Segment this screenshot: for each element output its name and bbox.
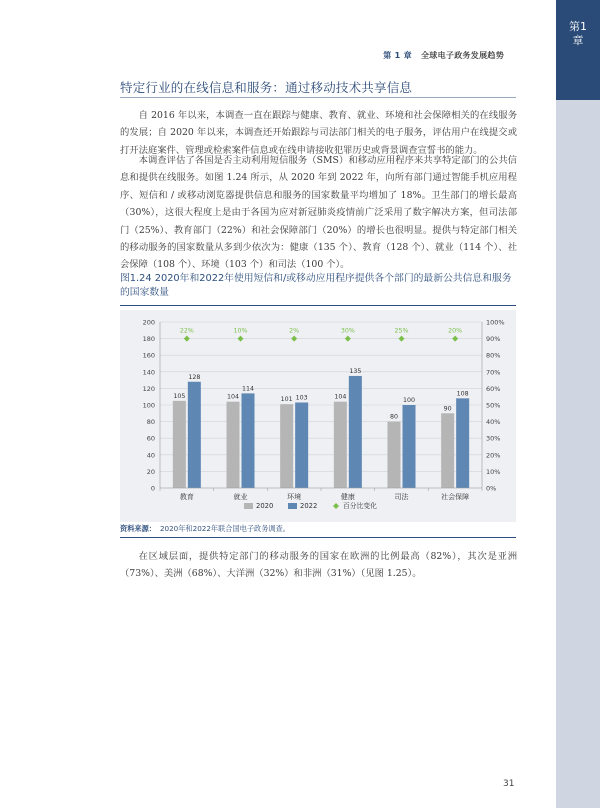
category-label: 教育 bbox=[179, 493, 194, 501]
y-tick-label: 0 bbox=[150, 484, 155, 493]
bar-2020 bbox=[173, 401, 186, 488]
y-tick-label: 200 bbox=[142, 318, 155, 327]
category-label: 健康 bbox=[340, 493, 355, 501]
figure-panel bbox=[120, 310, 516, 522]
y2-tick-label: 80% bbox=[486, 351, 501, 360]
paragraph-1: 自 2016 年以来，本调查一直在跟踪与健康、教育、就业、环境和社会保障相关的在线服务的发展；自 2020 年以来，本调查还开始跟踪与司法部门相关的电子服务，评估用户在线提交或打开法庭案件、管理或检索案件信息或在线申请接收犯罪历史或背景调查宣誓书的能力。 bbox=[120, 110, 517, 156]
bar-value-label: 114 bbox=[241, 385, 255, 393]
figure-bottom-rule bbox=[120, 537, 516, 538]
y2-tick-label: 60% bbox=[486, 384, 501, 393]
legend-label-percent-change: 百分比变化 bbox=[343, 502, 377, 510]
percent-change-marker bbox=[184, 336, 190, 342]
bar-value-label: 100 bbox=[402, 397, 416, 404]
bar-2020 bbox=[388, 422, 401, 488]
legend-label-2022: 2022 bbox=[300, 502, 318, 510]
y2-tick-label: 50% bbox=[486, 401, 501, 410]
paragraph-3: 在区域层面，提供特定部门的移动服务的国家在欧洲的比例最高（82%），其次是亚洲（73%）、美洲（68%）、大洋洲（32%）和非洲（31%）（见图 1.25）。 bbox=[120, 551, 517, 580]
chapter-side-tab bbox=[556, 0, 600, 100]
figure-top-rule bbox=[120, 305, 516, 306]
percent-change-label: 2% bbox=[289, 327, 300, 335]
y2-tick-label: 100% bbox=[486, 318, 505, 327]
source-label: 资料来源： bbox=[120, 524, 156, 533]
y2-tick-label: 70% bbox=[486, 368, 501, 377]
running-header-chapter: 第 1 章 bbox=[383, 51, 412, 60]
bar-2022 bbox=[188, 382, 201, 488]
bar-2020 bbox=[334, 402, 347, 488]
percent-change-marker bbox=[291, 336, 297, 342]
y-tick-label: 40 bbox=[146, 451, 155, 460]
chapter-tab-line1: 第1 bbox=[569, 20, 587, 33]
y-axis-left bbox=[143, 319, 160, 493]
y2-tick-label: 10% bbox=[486, 467, 501, 476]
percent-change-label: 20% bbox=[448, 327, 463, 335]
percent-change-label: 22% bbox=[179, 327, 194, 335]
y2-tick-label: 20% bbox=[486, 451, 501, 460]
y-tick-label: 160 bbox=[142, 351, 155, 360]
running-header-title: 全球电子政务发展趋势 bbox=[421, 51, 504, 60]
bar-value-label: 105 bbox=[173, 392, 186, 400]
running-header bbox=[383, 50, 504, 61]
bar-value-label: 104 bbox=[334, 393, 347, 401]
category-label: 环境 bbox=[287, 493, 302, 501]
paragraph-2: 本调查评估了各国是否主动利用短信服务（SMS）和移动应用程序来共享特定部门的公共信息和提供在线服务。如图 1.24 所示，从 2020 年到 2022 年，向所有部门通过智能手机应用程序、短信和 / 或移动浏览器提供信息和服务的国家数量平均增加了 18%。卫生部门的增长最高（30%），这很大程度上是由于各国为应对新冠肺炎疫情前广泛采用了数字解决方案，但司法部门（25%）、教育部门（22%）和社会保障部门（20%）的增长也很明显。提供与特定部门相关的移动服务的国家数量从多到少依次为：健康（135 个）、教育（128 个）、就业（114 个）、社会保障（108 个）、环境（103 个）和司法（100 个）。 bbox=[120, 155, 517, 271]
bar-value-label: 104 bbox=[226, 393, 240, 401]
y-tick-label: 60 bbox=[146, 434, 155, 443]
figure-source bbox=[120, 524, 290, 534]
bar-2022 bbox=[242, 393, 255, 488]
section-divider bbox=[120, 97, 516, 98]
section-title: 特定行业的在线信息和服务：通过移动技术共享信息 bbox=[120, 80, 413, 95]
bar-2020 bbox=[227, 402, 240, 488]
y2-tick-label: 40% bbox=[486, 418, 501, 427]
category-labels bbox=[160, 488, 482, 501]
y-tick-label: 180 bbox=[142, 335, 155, 344]
bar-2020 bbox=[280, 404, 293, 488]
bar-2022 bbox=[295, 403, 308, 488]
percent-change-layer bbox=[180, 328, 462, 342]
percent-change-marker bbox=[238, 336, 244, 342]
bar-2022 bbox=[349, 376, 362, 488]
y-axis-right bbox=[482, 319, 505, 493]
bar-2020 bbox=[441, 413, 454, 488]
percent-change-label: 10% bbox=[233, 327, 248, 335]
bar-value-label: 90 bbox=[443, 405, 452, 413]
percent-change-marker bbox=[345, 336, 351, 342]
y-tick-label: 20 bbox=[146, 467, 155, 476]
grid-layer bbox=[160, 322, 482, 488]
legend-label-2020: 2020 bbox=[256, 502, 274, 510]
chart-legend bbox=[244, 501, 377, 510]
legend-swatch-percent-change bbox=[333, 503, 339, 509]
y-tick-label: 120 bbox=[142, 384, 155, 393]
bar-value-label: 101 bbox=[280, 396, 293, 404]
percent-change-marker bbox=[399, 336, 405, 342]
page-number: 31 bbox=[503, 779, 515, 789]
bar-chart bbox=[120, 310, 516, 522]
percent-change-label: 30% bbox=[340, 327, 355, 335]
y2-tick-label: 30% bbox=[486, 434, 501, 443]
bar-value-label: 128 bbox=[188, 373, 201, 381]
y-tick-label: 80 bbox=[146, 418, 155, 427]
bar-2022 bbox=[456, 398, 469, 488]
percent-change-marker bbox=[452, 336, 458, 342]
category-label: 社会保障 bbox=[441, 493, 470, 501]
category-label: 司法 bbox=[394, 493, 409, 501]
bar-value-label: 80 bbox=[389, 413, 399, 421]
bar-2022 bbox=[403, 405, 416, 488]
bars-layer bbox=[173, 368, 469, 488]
bar-value-label: 103 bbox=[295, 394, 308, 402]
category-label: 就业 bbox=[233, 493, 248, 501]
legend-swatch-2022 bbox=[288, 503, 297, 509]
chapter-tab-line2: 章 bbox=[572, 34, 584, 47]
percent-change-label: 25% bbox=[394, 327, 409, 335]
y-tick-label: 140 bbox=[142, 368, 155, 377]
side-strip bbox=[556, 100, 600, 808]
source-text: 2020年和2022年联合国电子政务调查。 bbox=[159, 524, 290, 533]
bar-value-label: 108 bbox=[456, 390, 469, 398]
bar-value-label: 135 bbox=[349, 367, 362, 375]
figure-title: 图1.24 2020年和2022年使用短信和/或移动应用程序提供各个部门的最新公共信息和服务的国家数量 bbox=[120, 273, 512, 298]
y2-tick-label: 90% bbox=[486, 335, 501, 344]
legend-swatch-2020 bbox=[244, 503, 253, 509]
y2-tick-label: 0% bbox=[486, 484, 497, 493]
y-tick-label: 100 bbox=[142, 401, 155, 410]
